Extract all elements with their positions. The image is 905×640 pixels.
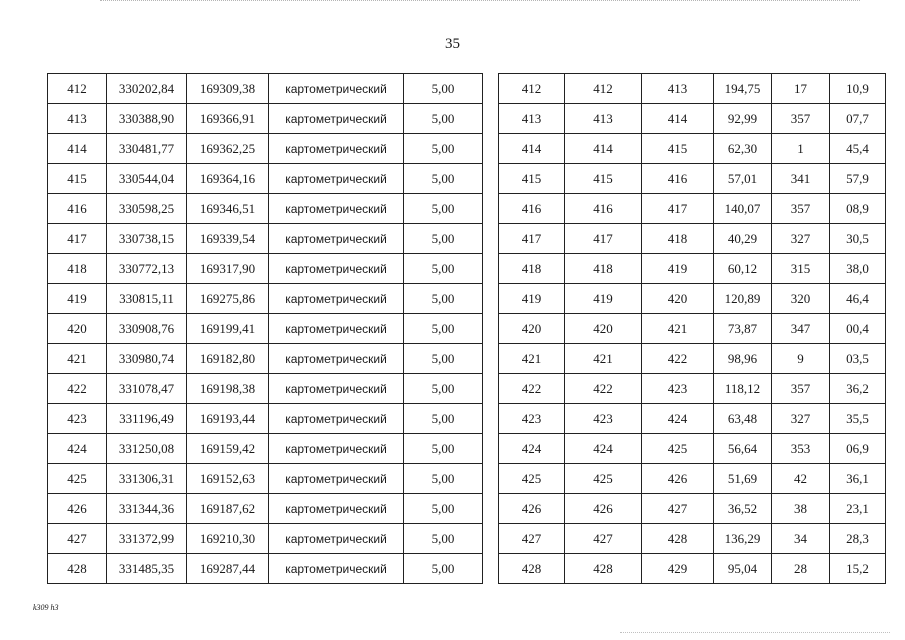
from-point-cell: 426 xyxy=(565,494,642,524)
accuracy-cell: 5,00 xyxy=(404,224,483,254)
y-coordinate-cell: 169187,62 xyxy=(187,494,269,524)
accuracy-cell: 5,00 xyxy=(404,404,483,434)
accuracy-cell: 5,00 xyxy=(404,104,483,134)
point-number-cell: 425 xyxy=(48,464,107,494)
degrees-cell: 327 xyxy=(772,224,830,254)
accuracy-cell: 5,00 xyxy=(404,344,483,374)
to-point-cell: 426 xyxy=(642,464,714,494)
minutes-cell: 03,5 xyxy=(830,344,886,374)
point-number-cell: 424 xyxy=(499,434,565,464)
degrees-cell: 38 xyxy=(772,494,830,524)
method-cell: картометрический xyxy=(269,344,404,374)
from-point-cell: 412 xyxy=(565,74,642,104)
x-coordinate-cell: 331250,08 xyxy=(107,434,187,464)
from-point-cell: 417 xyxy=(565,224,642,254)
table-row xyxy=(48,74,483,104)
distance-cell: 118,12 xyxy=(714,374,772,404)
page-number: 35 xyxy=(445,36,460,52)
distance-cell: 56,64 xyxy=(714,434,772,464)
table-row xyxy=(48,494,483,524)
distance-cell: 51,69 xyxy=(714,464,772,494)
table-row xyxy=(48,134,483,164)
method-cell: картометрический xyxy=(269,434,404,464)
table-row xyxy=(48,314,483,344)
distance-cell: 98,96 xyxy=(714,344,772,374)
to-point-cell: 417 xyxy=(642,194,714,224)
x-coordinate-cell: 330202,84 xyxy=(107,74,187,104)
point-number-cell: 422 xyxy=(499,374,565,404)
accuracy-cell: 5,00 xyxy=(404,494,483,524)
minutes-cell: 10,9 xyxy=(830,74,886,104)
minutes-cell: 23,1 xyxy=(830,494,886,524)
y-coordinate-cell: 169152,63 xyxy=(187,464,269,494)
y-coordinate-cell: 169159,42 xyxy=(187,434,269,464)
from-point-cell: 427 xyxy=(565,524,642,554)
method-cell: картометрический xyxy=(269,224,404,254)
accuracy-cell: 5,00 xyxy=(404,74,483,104)
distance-cell: 120,89 xyxy=(714,284,772,314)
distance-cell: 95,04 xyxy=(714,554,772,584)
y-coordinate-cell: 169309,38 xyxy=(187,74,269,104)
point-number-cell: 417 xyxy=(499,224,565,254)
table-row xyxy=(499,164,886,194)
minutes-cell: 36,1 xyxy=(830,464,886,494)
table-row xyxy=(499,314,886,344)
from-point-cell: 415 xyxy=(565,164,642,194)
method-cell: картометрический xyxy=(269,74,404,104)
point-number-cell: 416 xyxy=(499,194,565,224)
degrees-cell: 327 xyxy=(772,404,830,434)
to-point-cell: 422 xyxy=(642,344,714,374)
degrees-cell: 9 xyxy=(772,344,830,374)
table-row xyxy=(499,404,886,434)
minutes-cell: 00,4 xyxy=(830,314,886,344)
table-row xyxy=(48,344,483,374)
y-coordinate-cell: 169182,80 xyxy=(187,344,269,374)
from-point-cell: 425 xyxy=(565,464,642,494)
point-number-cell: 421 xyxy=(499,344,565,374)
table-row xyxy=(48,284,483,314)
table-row xyxy=(499,224,886,254)
from-point-cell: 416 xyxy=(565,194,642,224)
to-point-cell: 420 xyxy=(642,284,714,314)
method-cell: картометрический xyxy=(269,164,404,194)
degrees-cell: 1 xyxy=(772,134,830,164)
method-cell: картометрический xyxy=(269,134,404,164)
y-coordinate-cell: 169339,54 xyxy=(187,224,269,254)
method-cell: картометрический xyxy=(269,404,404,434)
minutes-cell: 46,4 xyxy=(830,284,886,314)
accuracy-cell: 5,00 xyxy=(404,254,483,284)
to-point-cell: 416 xyxy=(642,164,714,194)
accuracy-cell: 5,00 xyxy=(404,134,483,164)
y-coordinate-cell: 169198,38 xyxy=(187,374,269,404)
method-cell: картометрический xyxy=(269,104,404,134)
method-cell: картометрический xyxy=(269,494,404,524)
table-row xyxy=(48,464,483,494)
point-number-cell: 426 xyxy=(48,494,107,524)
minutes-cell: 06,9 xyxy=(830,434,886,464)
x-coordinate-cell: 331344,36 xyxy=(107,494,187,524)
to-point-cell: 425 xyxy=(642,434,714,464)
y-coordinate-cell: 169287,44 xyxy=(187,554,269,584)
distance-cell: 57,01 xyxy=(714,164,772,194)
table-row xyxy=(499,464,886,494)
table-row xyxy=(48,164,483,194)
y-coordinate-cell: 169199,41 xyxy=(187,314,269,344)
minutes-cell: 07,7 xyxy=(830,104,886,134)
x-coordinate-cell: 330738,15 xyxy=(107,224,187,254)
minutes-cell: 15,2 xyxy=(830,554,886,584)
point-number-cell: 420 xyxy=(48,314,107,344)
minutes-cell: 38,0 xyxy=(830,254,886,284)
table-row xyxy=(499,104,886,134)
method-cell: картометрический xyxy=(269,464,404,494)
distance-cell: 36,52 xyxy=(714,494,772,524)
coordinates-table xyxy=(47,73,483,584)
to-point-cell: 414 xyxy=(642,104,714,134)
point-number-cell: 419 xyxy=(499,284,565,314)
table-row xyxy=(499,254,886,284)
degrees-cell: 357 xyxy=(772,374,830,404)
y-coordinate-cell: 169275,86 xyxy=(187,284,269,314)
to-point-cell: 415 xyxy=(642,134,714,164)
x-coordinate-cell: 330481,77 xyxy=(107,134,187,164)
accuracy-cell: 5,00 xyxy=(404,284,483,314)
point-number-cell: 418 xyxy=(48,254,107,284)
degrees-cell: 347 xyxy=(772,314,830,344)
method-cell: картометрический xyxy=(269,524,404,554)
minutes-cell: 45,4 xyxy=(830,134,886,164)
to-point-cell: 413 xyxy=(642,74,714,104)
degrees-cell: 357 xyxy=(772,104,830,134)
table-row xyxy=(48,254,483,284)
point-number-cell: 418 xyxy=(499,254,565,284)
minutes-cell: 30,5 xyxy=(830,224,886,254)
point-number-cell: 422 xyxy=(48,374,107,404)
distance-cell: 194,75 xyxy=(714,74,772,104)
y-coordinate-cell: 169364,16 xyxy=(187,164,269,194)
degrees-cell: 341 xyxy=(772,164,830,194)
table-row xyxy=(499,194,886,224)
table-row xyxy=(48,104,483,134)
x-coordinate-cell: 330772,13 xyxy=(107,254,187,284)
table-row xyxy=(48,434,483,464)
to-point-cell: 423 xyxy=(642,374,714,404)
to-point-cell: 419 xyxy=(642,254,714,284)
coordinates-table-body xyxy=(48,74,483,584)
x-coordinate-cell: 330598,25 xyxy=(107,194,187,224)
minutes-cell: 57,9 xyxy=(830,164,886,194)
point-number-cell: 423 xyxy=(48,404,107,434)
table-row xyxy=(48,554,483,584)
distance-cell: 40,29 xyxy=(714,224,772,254)
degrees-cell: 353 xyxy=(772,434,830,464)
from-point-cell: 419 xyxy=(565,284,642,314)
to-point-cell: 424 xyxy=(642,404,714,434)
to-point-cell: 427 xyxy=(642,494,714,524)
accuracy-cell: 5,00 xyxy=(404,524,483,554)
table-row xyxy=(499,284,886,314)
degrees-cell: 315 xyxy=(772,254,830,284)
point-number-cell: 413 xyxy=(499,104,565,134)
x-coordinate-cell: 330980,74 xyxy=(107,344,187,374)
x-coordinate-cell: 330544,04 xyxy=(107,164,187,194)
y-coordinate-cell: 169210,30 xyxy=(187,524,269,554)
accuracy-cell: 5,00 xyxy=(404,164,483,194)
degrees-cell: 17 xyxy=(772,74,830,104)
table-row xyxy=(499,434,886,464)
x-coordinate-cell: 331196,49 xyxy=(107,404,187,434)
scan-artifact-top xyxy=(100,0,860,3)
point-number-cell: 427 xyxy=(48,524,107,554)
to-point-cell: 429 xyxy=(642,554,714,584)
minutes-cell: 36,2 xyxy=(830,374,886,404)
scan-artifact-bottom xyxy=(620,632,890,635)
minutes-cell: 08,9 xyxy=(830,194,886,224)
distance-cell: 73,87 xyxy=(714,314,772,344)
point-number-cell: 427 xyxy=(499,524,565,554)
distance-cell: 60,12 xyxy=(714,254,772,284)
accuracy-cell: 5,00 xyxy=(404,464,483,494)
minutes-cell: 35,5 xyxy=(830,404,886,434)
degrees-cell: 34 xyxy=(772,524,830,554)
to-point-cell: 428 xyxy=(642,524,714,554)
y-coordinate-cell: 169346,51 xyxy=(187,194,269,224)
accuracy-cell: 5,00 xyxy=(404,554,483,584)
x-coordinate-cell: 330388,90 xyxy=(107,104,187,134)
footer-code: k309 h3 xyxy=(33,603,59,612)
degrees-cell: 320 xyxy=(772,284,830,314)
measurements-table-body xyxy=(499,74,886,584)
y-coordinate-cell: 169317,90 xyxy=(187,254,269,284)
method-cell: картометрический xyxy=(269,194,404,224)
degrees-cell: 28 xyxy=(772,554,830,584)
table-row xyxy=(499,374,886,404)
y-coordinate-cell: 169366,91 xyxy=(187,104,269,134)
table-row xyxy=(48,524,483,554)
point-number-cell: 413 xyxy=(48,104,107,134)
y-coordinate-cell: 169193,44 xyxy=(187,404,269,434)
from-point-cell: 414 xyxy=(565,134,642,164)
from-point-cell: 422 xyxy=(565,374,642,404)
table-row xyxy=(48,404,483,434)
table-row xyxy=(499,524,886,554)
table-row xyxy=(499,494,886,524)
point-number-cell: 428 xyxy=(48,554,107,584)
point-number-cell: 420 xyxy=(499,314,565,344)
point-number-cell: 414 xyxy=(48,134,107,164)
from-point-cell: 420 xyxy=(565,314,642,344)
from-point-cell: 413 xyxy=(565,104,642,134)
point-number-cell: 419 xyxy=(48,284,107,314)
table-row xyxy=(499,134,886,164)
accuracy-cell: 5,00 xyxy=(404,314,483,344)
minutes-cell: 28,3 xyxy=(830,524,886,554)
method-cell: картометрический xyxy=(269,314,404,344)
point-number-cell: 416 xyxy=(48,194,107,224)
x-coordinate-cell: 331485,35 xyxy=(107,554,187,584)
point-number-cell: 428 xyxy=(499,554,565,584)
distance-cell: 140,07 xyxy=(714,194,772,224)
point-number-cell: 423 xyxy=(499,404,565,434)
distance-cell: 63,48 xyxy=(714,404,772,434)
to-point-cell: 421 xyxy=(642,314,714,344)
from-point-cell: 424 xyxy=(565,434,642,464)
degrees-cell: 42 xyxy=(772,464,830,494)
point-number-cell: 426 xyxy=(499,494,565,524)
table-row xyxy=(48,374,483,404)
accuracy-cell: 5,00 xyxy=(404,194,483,224)
accuracy-cell: 5,00 xyxy=(404,434,483,464)
y-coordinate-cell: 169362,25 xyxy=(187,134,269,164)
method-cell: картометрический xyxy=(269,254,404,284)
x-coordinate-cell: 331372,99 xyxy=(107,524,187,554)
from-point-cell: 421 xyxy=(565,344,642,374)
from-point-cell: 423 xyxy=(565,404,642,434)
distance-cell: 62,30 xyxy=(714,134,772,164)
x-coordinate-cell: 330815,11 xyxy=(107,284,187,314)
point-number-cell: 425 xyxy=(499,464,565,494)
point-number-cell: 412 xyxy=(48,74,107,104)
table-row xyxy=(499,74,886,104)
table-row xyxy=(499,554,886,584)
distance-cell: 92,99 xyxy=(714,104,772,134)
accuracy-cell: 5,00 xyxy=(404,374,483,404)
point-number-cell: 415 xyxy=(48,164,107,194)
point-number-cell: 412 xyxy=(499,74,565,104)
x-coordinate-cell: 331306,31 xyxy=(107,464,187,494)
degrees-cell: 357 xyxy=(772,194,830,224)
point-number-cell: 417 xyxy=(48,224,107,254)
point-number-cell: 415 xyxy=(499,164,565,194)
from-point-cell: 418 xyxy=(565,254,642,284)
table-row xyxy=(48,224,483,254)
point-number-cell: 421 xyxy=(48,344,107,374)
to-point-cell: 418 xyxy=(642,224,714,254)
x-coordinate-cell: 331078,47 xyxy=(107,374,187,404)
point-number-cell: 424 xyxy=(48,434,107,464)
table-row xyxy=(48,194,483,224)
table-row xyxy=(499,344,886,374)
method-cell: картометрический xyxy=(269,284,404,314)
distance-cell: 136,29 xyxy=(714,524,772,554)
from-point-cell: 428 xyxy=(565,554,642,584)
method-cell: картометрический xyxy=(269,374,404,404)
point-number-cell: 414 xyxy=(499,134,565,164)
measurements-table xyxy=(498,73,886,584)
x-coordinate-cell: 330908,76 xyxy=(107,314,187,344)
method-cell: картометрический xyxy=(269,554,404,584)
